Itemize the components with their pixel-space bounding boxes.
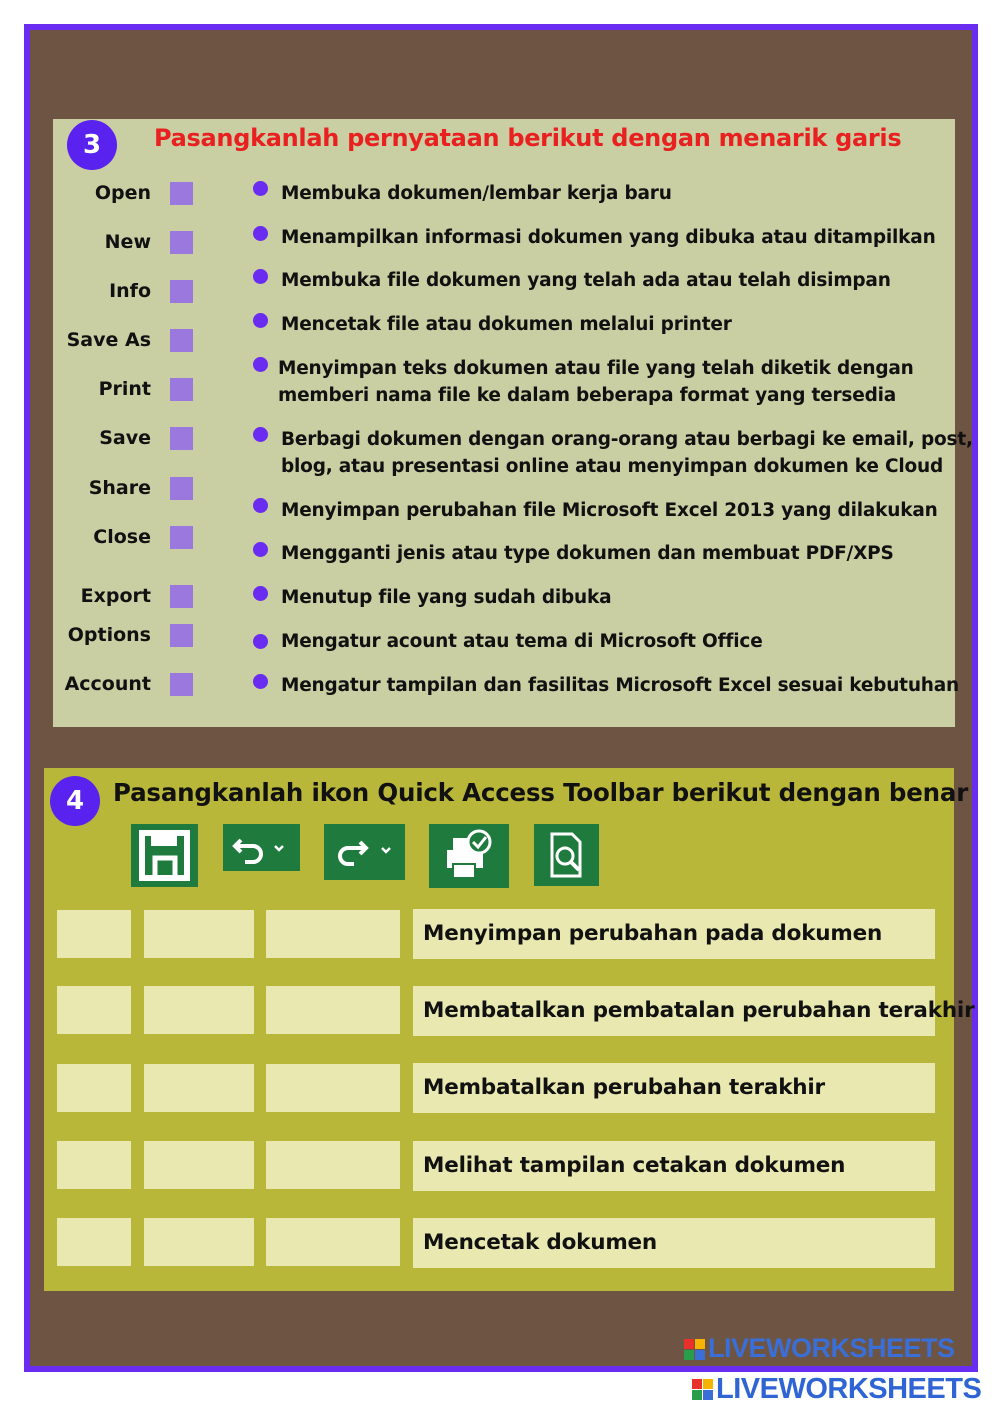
match-dot[interactable] (253, 586, 268, 601)
match-point-options[interactable] (170, 624, 193, 647)
answer-box[interactable] (57, 1141, 131, 1189)
match-dot[interactable] (253, 226, 268, 241)
description-box: Membatalkan perubahan terakhir (413, 1063, 935, 1113)
answer-box[interactable] (144, 910, 254, 958)
description-item: Mengatur acount atau tema di Microsoft Office (281, 631, 763, 652)
match-dot[interactable] (253, 357, 268, 372)
label-save-as: Save As (66, 329, 151, 351)
undo-icon (223, 824, 300, 871)
description-item: Membuka file dokumen yang telah ada atau telah disimpan (281, 270, 891, 291)
label-options: Options (67, 624, 151, 646)
description-item: Mengganti jenis atau type dokumen dan membuat PDF/XPS (281, 543, 894, 564)
answer-box[interactable] (57, 1064, 131, 1112)
section-4-number-badge: 4 (50, 776, 100, 826)
match-dot[interactable] (253, 674, 268, 689)
match-dot[interactable] (253, 634, 268, 649)
label-new: New (104, 231, 151, 253)
redo-icon (324, 824, 405, 880)
answer-box[interactable] (57, 910, 131, 958)
description-box: Mencetak dokumen (413, 1218, 935, 1268)
section-4-title: Pasangkanlah ikon Quick Access Toolbar berikut dengan benar (113, 778, 969, 807)
answer-box[interactable] (266, 1218, 400, 1266)
match-point-print[interactable] (170, 378, 193, 401)
description-item: Berbagi dokumen dengan orang-orang atau berbagi ke email, post, (281, 429, 973, 450)
answer-box[interactable] (266, 1141, 400, 1189)
logo-cubes-icon (692, 1379, 716, 1401)
label-info: Info (109, 280, 151, 302)
description-item: Menyimpan perubahan file Microsoft Excel 2013 yang dilakukan (281, 500, 938, 521)
match-point-open[interactable] (170, 182, 193, 205)
match-point-new[interactable] (170, 231, 193, 254)
answer-box[interactable] (266, 1064, 400, 1112)
description-item: Menutup file yang sudah dibuka (281, 587, 612, 608)
label-close: Close (93, 526, 151, 548)
description-item: Menampilkan informasi dokumen yang dibuka atau ditampilkan (281, 227, 936, 248)
label-save: Save (99, 427, 151, 449)
answer-box[interactable] (144, 1218, 254, 1266)
answer-box[interactable] (144, 1064, 254, 1112)
description-box: Melihat tampilan cetakan dokumen (413, 1141, 935, 1191)
match-point-close[interactable] (170, 526, 193, 549)
description-item: Menyimpan teks dokumen atau file yang telah diketik dengan (278, 358, 914, 379)
save-icon (131, 824, 198, 887)
description-item: Membuka dokumen/lembar kerja baru (281, 183, 672, 204)
description-box: Membatalkan pembatalan perubahan terakhir (413, 986, 935, 1036)
match-point-share[interactable] (170, 477, 193, 500)
match-dot[interactable] (253, 427, 268, 442)
print-preview-icon (534, 824, 599, 886)
logo-cubes-icon (684, 1339, 708, 1361)
match-dot[interactable] (253, 542, 268, 557)
match-dot[interactable] (253, 498, 268, 513)
label-share: Share (88, 477, 151, 499)
description-item-continued: memberi nama file ke dalam beberapa format yang tersedia (278, 385, 897, 406)
section-3-title: Pasangkanlah pernyataan berikut dengan menarik garis (154, 124, 902, 152)
match-point-info[interactable] (170, 280, 193, 303)
label-export: Export (80, 585, 151, 607)
match-point-account[interactable] (170, 673, 193, 696)
match-dot[interactable] (253, 313, 268, 328)
match-dot[interactable] (253, 181, 268, 196)
match-point-save-as[interactable] (170, 329, 193, 352)
answer-box[interactable] (266, 910, 400, 958)
label-print: Print (98, 378, 151, 400)
liveworksheets-logo: LIVEWORKSHEETS (692, 1373, 981, 1406)
answer-box[interactable] (144, 1141, 254, 1189)
description-item: Mengatur tampilan dan fasilitas Microsoft Excel sesuai kebutuhan (281, 675, 960, 696)
answer-box[interactable] (266, 986, 400, 1034)
match-point-save[interactable] (170, 427, 193, 450)
answer-box[interactable] (144, 986, 254, 1034)
description-item: Mencetak file atau dokumen melalui printer (281, 314, 732, 335)
quick-print-icon (429, 824, 509, 888)
match-dot[interactable] (253, 269, 268, 284)
section-3-number-badge: 3 (67, 120, 117, 170)
description-item-continued: blog, atau presentasi online atau menyimpan dokumen ke Cloud (281, 456, 944, 477)
liveworksheets-logo: LIVEWORKSHEETS (684, 1333, 955, 1364)
label-account: Account (64, 673, 151, 695)
label-open: Open (94, 182, 151, 204)
answer-box[interactable] (57, 1218, 131, 1266)
match-point-export[interactable] (170, 585, 193, 608)
description-box: Menyimpan perubahan pada dokumen (413, 909, 935, 959)
answer-box[interactable] (57, 986, 131, 1034)
